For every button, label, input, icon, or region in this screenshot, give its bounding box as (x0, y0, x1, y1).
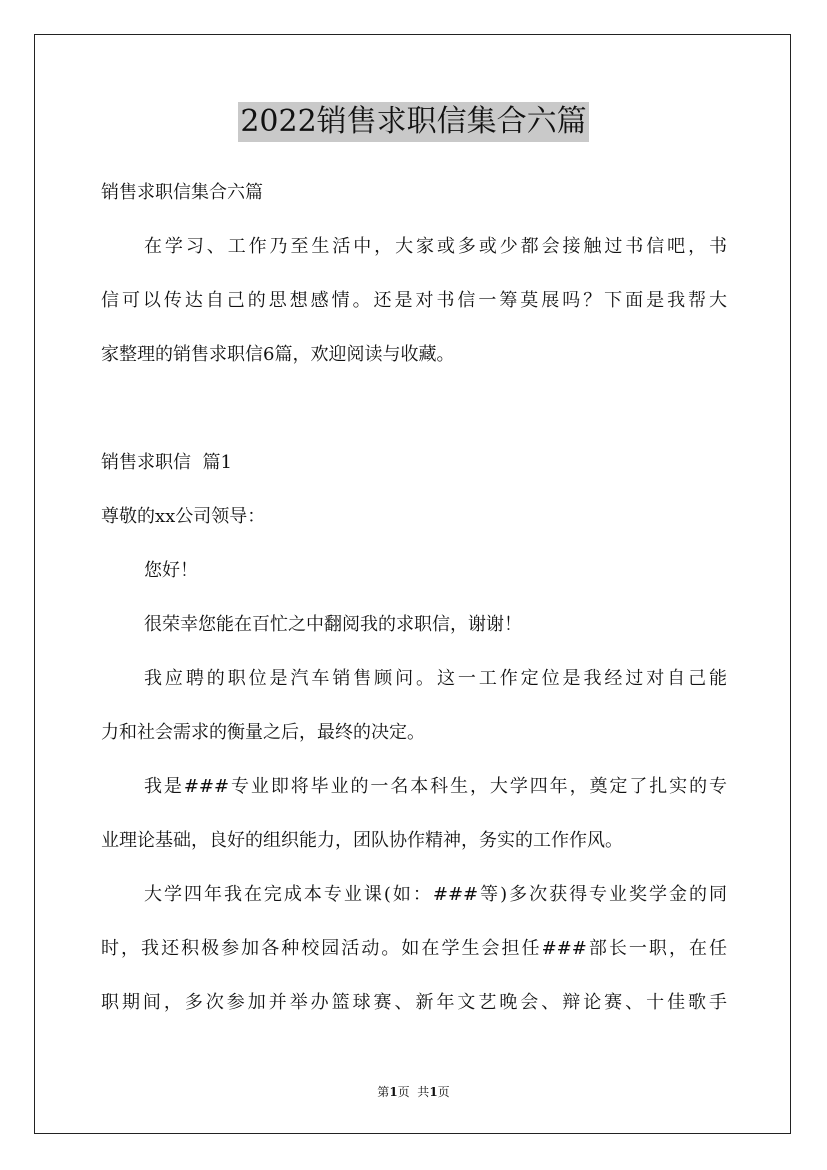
paragraph-gap (101, 386, 727, 440)
salutation: 尊敬的xx公司领导： (101, 506, 266, 527)
body-line-5: 业理论基础，良好的组织能力，团队协作精神，务实的工作作风。 (101, 830, 623, 851)
body-line-6: 大学四年我在完成本专业课(如：###等)多次获得专业奖学金的同 (144, 884, 727, 905)
body-line-3: 力和社会需求的衡量之后，最终的决定。 (101, 722, 425, 743)
footer-page-number: 1 (389, 1085, 398, 1099)
body-line-2: 我应聘的职位是汽车销售顾问。这一工作定位是我经过对自己能 (144, 668, 727, 689)
document-title: 2022销售求职信集合六篇 (238, 102, 588, 142)
body-line-4: 我是###专业即将毕业的一名本科生，大学四年，奠定了扎实的专 (144, 776, 727, 797)
footer-page-mid: 页 共 (397, 1085, 430, 1099)
body-line-7: 时，我还积极参加各种校园活动。如在学生会担任###部长一职，在任 (101, 938, 727, 959)
greeting: 您好！ (144, 560, 198, 581)
page-footer (0, 1083, 827, 1101)
footer-page-suffix: 页 (437, 1085, 450, 1099)
document-body (101, 170, 727, 1034)
intro-line-2: 信可以传达自己的思想感情。还是对书信一筹莫展吗？下面是我帮大 (101, 290, 727, 311)
section-heading: 销售求职信 篇1 (101, 452, 232, 473)
intro-line-3: 家整理的销售求职信6篇，欢迎阅读与收藏。 (101, 344, 455, 365)
body-line-1: 很荣幸您能在百忙之中翻阅我的求职信，谢谢！ (144, 614, 522, 635)
body-line-8: 职期间，多次参加并举办篮球赛、新年文艺晚会、辩论赛、十佳歌手 (101, 992, 727, 1013)
title-container (0, 102, 827, 142)
intro-line-1: 在学习、工作乃至生活中，大家或多或少都会接触过书信吧，书 (144, 236, 727, 257)
document-subtitle: 销售求职信集合六篇 (101, 182, 263, 203)
footer-page-prefix: 第 (377, 1085, 390, 1099)
footer-page-total: 1 (429, 1085, 438, 1099)
